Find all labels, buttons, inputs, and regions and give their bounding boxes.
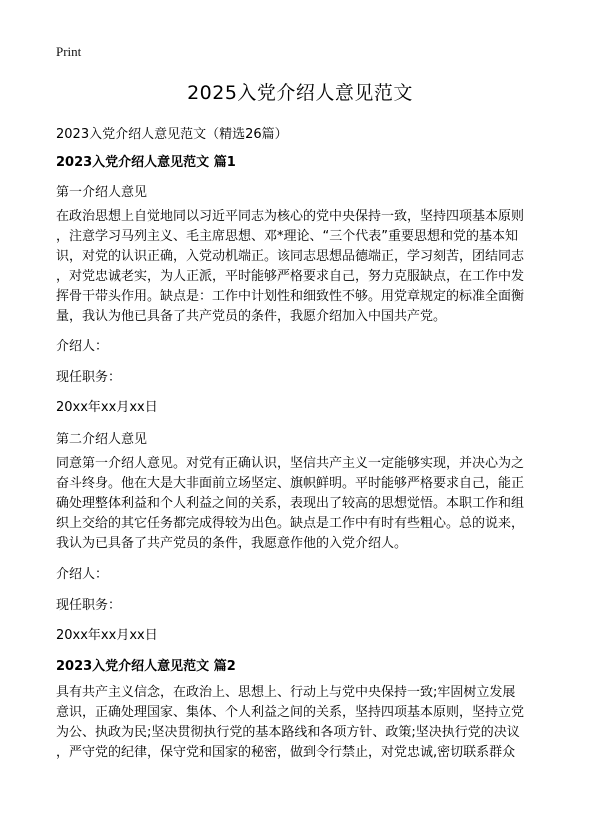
position-label: 现任职务：: [56, 370, 122, 385]
paragraph-line: 奋斗终身。他在大是大非面前立场坚定、旗帜鲜明。平时能够严格要求自己，能正: [56, 476, 525, 491]
page-title: 2025入党介绍人意见范文: [187, 82, 413, 104]
paragraph-line: 意识，正确处理国家、集体、个人利益之间的关系，坚持四项基本原则，坚持立党: [56, 705, 525, 720]
article-heading-2: 2023入党介绍人意见范文 篇2: [56, 659, 236, 674]
paragraph-line: 挥骨干带头作用。缺点是：工作中计划性和细致性不够。用党章规定的标准全面衡: [56, 289, 525, 304]
date-line: 20xx年xx月xx日: [56, 628, 158, 643]
paragraph-line: 具有共产主义信念，在政治上、思想上、行动上与党中央保持一致;牢固树立发展: [56, 685, 516, 700]
paragraph-line: ，对党忠诚老实，为人正派，平时能够严格要求自己，努力克服缺点，在工作中发: [56, 269, 525, 284]
document-subtitle: 2023入党介绍人意见范文（精选26篇）: [56, 127, 288, 142]
date-line: 20xx年xx月xx日: [56, 400, 158, 415]
position-label: 现任职务：: [56, 598, 122, 613]
print-link[interactable]: Print: [56, 44, 82, 59]
paragraph-line: 量，我认为他已具备了共产党员的条件，我愿介绍加入中国共产党。: [56, 309, 447, 324]
section-label-second-introducer: 第二介绍人意见: [56, 432, 148, 447]
paragraph-line: 织上交给的其它任务都完成得较为出色。缺点是工作中有时有些粗心。总的说来，: [56, 516, 525, 531]
paragraph-line: ，注意学习马列主义、毛主席思想、邓*理论、“三个代表”重要思想和党的基本知: [56, 229, 518, 244]
introducer-label: 介绍人：: [56, 339, 109, 354]
paragraph-line: 同意第一介绍人意见。对党有正确认识，坚信共产主义一定能够实现，并决心为之: [56, 456, 525, 471]
introducer-label: 介绍人：: [56, 567, 109, 582]
paragraph-line: ，严守党的纪律，保守党和国家的秘密，做到令行禁止，对党忠诚,密切联系群众: [56, 745, 516, 760]
paragraph-line: 为公、执政为民;坚决贯彻执行党的基本路线和各项方针、政策;坚决执行党的决议: [56, 725, 520, 740]
paragraph-line: 在政治思想上自觉地同以习近平同志为核心的党中央保持一致，坚持四项基本原则: [56, 209, 525, 224]
paragraph-line: 我认为已具备了共产党员的条件，我愿意作他的入党介绍人。: [56, 536, 408, 551]
section-label-first-introducer: 第一介绍人意见: [56, 185, 148, 200]
paragraph-line: 识，对党的认识正确，入党动机端正。该同志思想品德端正，学习刻苦，团结同志: [56, 249, 525, 264]
article-heading-1: 2023入党介绍人意见范文 篇1: [56, 155, 236, 170]
paragraph-line: 确处理整体利益和个人利益之间的关系，表现出了较高的思想觉悟。本职工作和组: [56, 496, 525, 511]
